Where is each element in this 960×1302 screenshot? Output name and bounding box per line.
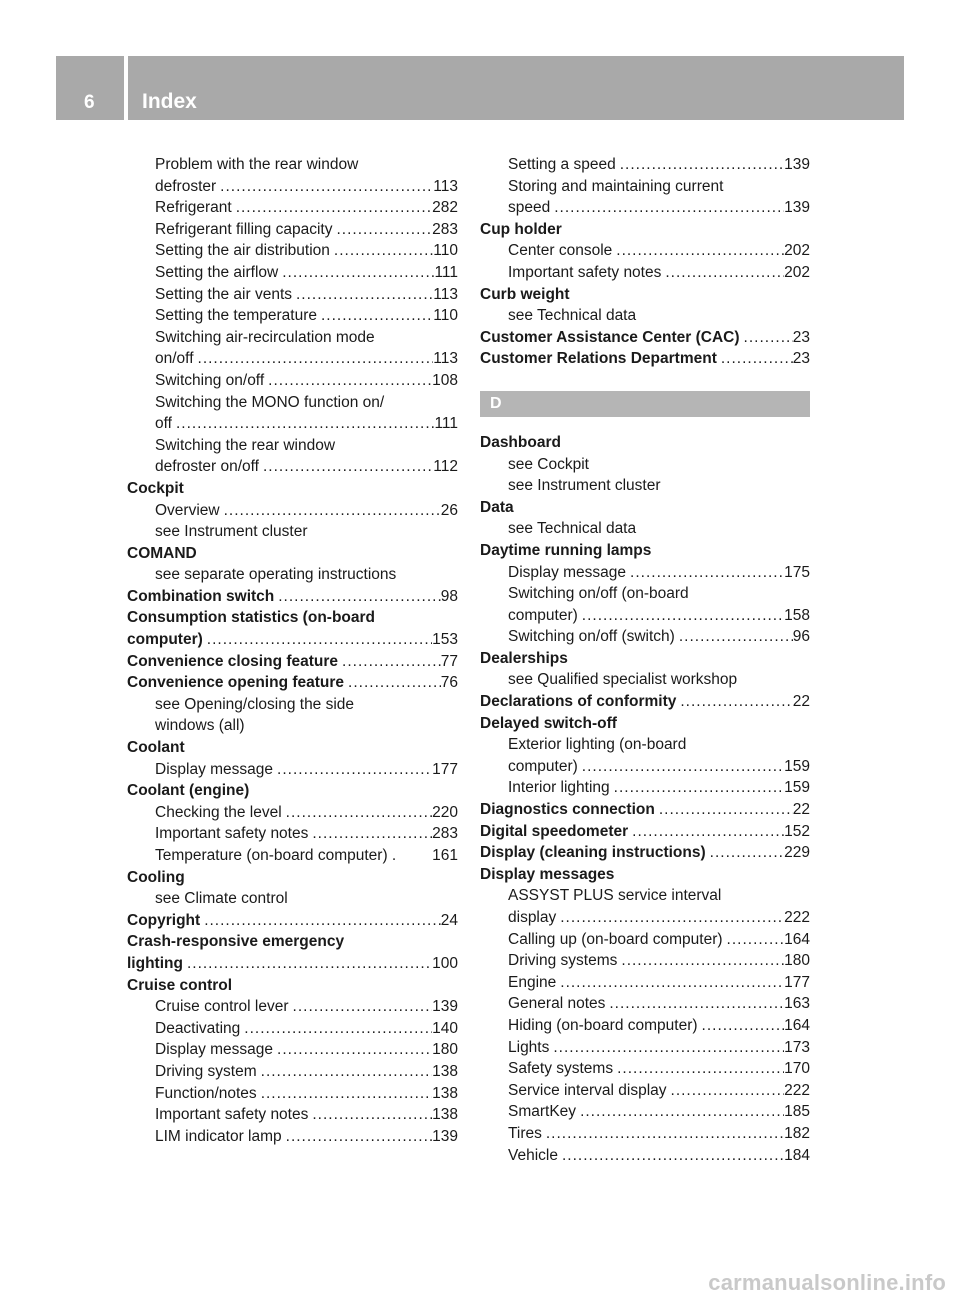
index-subentry xyxy=(127,845,458,867)
leader-dots xyxy=(332,219,432,241)
entry-text: Customer Assistance Center (CAC) xyxy=(480,328,740,346)
index-entry xyxy=(127,629,458,651)
index-entry xyxy=(127,478,458,500)
entry-text: COMAND xyxy=(127,544,197,562)
leader-dots xyxy=(344,672,441,694)
index-subentry xyxy=(480,475,810,497)
index-subentry xyxy=(127,715,458,737)
page-reference[interactable]: 23 xyxy=(792,350,810,368)
index-entry xyxy=(480,691,810,713)
page-reference[interactable]: 180 xyxy=(784,952,810,970)
leader-dots xyxy=(613,1058,784,1080)
entry-text: Cockpit xyxy=(127,479,184,497)
index-subentry xyxy=(480,950,810,972)
index-subentry xyxy=(127,694,458,716)
index-subentry xyxy=(127,348,458,370)
leader-dots xyxy=(278,262,434,284)
page-reference[interactable]: 113 xyxy=(433,177,458,195)
page-reference[interactable]: 22 xyxy=(792,693,810,711)
page-reference[interactable]: 283 xyxy=(432,825,458,843)
leader-dots xyxy=(717,348,793,370)
entry-text: Setting the airflow xyxy=(155,263,279,281)
entry-text: Important safety notes xyxy=(508,263,662,281)
index-subentry xyxy=(127,370,458,392)
page-reference[interactable]: 113 xyxy=(433,285,458,303)
page-reference[interactable]: 22 xyxy=(792,801,810,819)
entry-text: see Instrument cluster xyxy=(155,523,308,541)
entry-text: Checking the level xyxy=(155,803,282,821)
entry-text: ASSYST PLUS service interval xyxy=(508,887,722,905)
index-subentry xyxy=(127,435,458,457)
index-entry xyxy=(480,348,810,370)
leader-dots xyxy=(740,327,793,349)
header-divider xyxy=(124,56,128,120)
page-reference[interactable]: 222 xyxy=(784,909,810,926)
index-subentry xyxy=(127,305,458,327)
leader-dots xyxy=(676,691,792,713)
page-number: 6 xyxy=(84,92,95,113)
entry-text: Refrigerant filling capacity xyxy=(155,220,333,238)
entry-text: see Cockpit xyxy=(508,455,589,473)
leader-dots xyxy=(576,1101,784,1123)
index-subentry xyxy=(480,1080,810,1102)
index-subentry xyxy=(480,305,810,327)
entry-text: Display message xyxy=(155,760,274,778)
index-entry xyxy=(127,931,458,953)
entry-text: see Technical data xyxy=(508,307,637,325)
entry-text: speed xyxy=(508,199,551,217)
page-reference[interactable]: 152 xyxy=(784,822,810,840)
page-reference[interactable]: 164 xyxy=(784,930,810,948)
leader-dots xyxy=(273,1039,432,1061)
page-reference[interactable]: 26 xyxy=(440,501,458,519)
page-reference[interactable]: 100 xyxy=(432,954,458,972)
entry-text: Lights xyxy=(508,1038,550,1056)
leader-dots xyxy=(194,348,434,370)
index-subentry xyxy=(127,996,458,1018)
index-subentry xyxy=(480,929,810,951)
entry-text: Temperature (on-board computer) . xyxy=(155,847,397,864)
entry-text: Calling up (on-board computer) xyxy=(508,930,723,948)
index-subentry xyxy=(127,1039,458,1061)
entry-text: Switching on/off xyxy=(155,371,265,389)
leader-dots xyxy=(292,284,433,306)
page-reference[interactable]: 108 xyxy=(432,371,458,389)
index-subentry xyxy=(127,823,458,845)
entry-text: Display messages xyxy=(480,865,615,883)
page-reference[interactable]: 138 xyxy=(432,1062,458,1080)
entry-text: see Opening/closing the side xyxy=(155,695,355,713)
index-entry xyxy=(480,432,810,454)
leader-dots xyxy=(550,197,784,219)
entry-text: Curb weight xyxy=(480,285,570,303)
index-subentry xyxy=(480,1145,810,1167)
leader-dots xyxy=(317,305,433,327)
entry-text: Dashboard xyxy=(480,433,561,451)
page-reference[interactable]: 159 xyxy=(784,757,810,775)
page-reference[interactable]: 138 xyxy=(432,1084,458,1102)
entry-text: see Qualified specialist workshop xyxy=(508,671,738,689)
index-subentry xyxy=(127,1104,458,1126)
entry-text: Display message xyxy=(508,563,627,581)
leader-dots xyxy=(200,910,441,932)
entry-text: Convenience closing feature xyxy=(127,652,339,670)
leader-dots xyxy=(282,802,432,824)
index-entry xyxy=(480,497,810,519)
index-subentry xyxy=(480,993,810,1015)
index-entry xyxy=(480,842,810,864)
index-subentry xyxy=(127,413,458,435)
entry-text: LIM indicator lamp xyxy=(155,1127,282,1145)
leader-dots xyxy=(626,562,784,584)
page-reference[interactable]: 111 xyxy=(434,263,458,281)
page-reference[interactable]: 24 xyxy=(440,911,458,929)
index-subentry xyxy=(480,154,810,176)
page-reference[interactable]: 229 xyxy=(784,844,810,862)
entry-text: Digital speedometer xyxy=(480,822,629,840)
entry-text: see Instrument cluster xyxy=(508,477,661,495)
index-entry xyxy=(127,586,458,608)
entry-text: Service interval display xyxy=(508,1081,667,1099)
leader-dots xyxy=(542,1123,784,1145)
entry-text: Overview xyxy=(155,501,220,519)
entry-text: Vehicle xyxy=(508,1146,558,1164)
index-entry xyxy=(480,648,810,670)
entry-text: Deactivating xyxy=(155,1019,241,1037)
index-subentry xyxy=(127,197,458,219)
page-reference[interactable]: 282 xyxy=(432,199,458,217)
page-reference[interactable]: 110 xyxy=(433,307,458,325)
entry-text: Display message xyxy=(155,1041,274,1059)
index-subentry xyxy=(480,1123,810,1145)
index-subentry xyxy=(480,734,810,756)
page-reference[interactable]: 76 xyxy=(440,674,458,692)
index-entry xyxy=(480,327,810,349)
index-entry xyxy=(127,737,458,759)
page-reference[interactable]: 177 xyxy=(432,760,458,778)
entry-text: Engine xyxy=(508,973,557,991)
page-reference[interactable]: 202 xyxy=(784,242,810,260)
index-subentry xyxy=(480,262,810,284)
index-entry xyxy=(127,651,458,673)
leader-dots xyxy=(578,756,784,778)
entry-text: General notes xyxy=(508,995,606,1013)
index-subentry xyxy=(480,176,810,198)
leader-dots xyxy=(612,240,784,262)
page-reference[interactable]: 113 xyxy=(433,350,458,368)
entry-text: Important safety notes xyxy=(155,1106,309,1124)
entry-text: Exterior lighting (on-board xyxy=(508,736,687,754)
index-subentry xyxy=(480,583,810,605)
index-entry xyxy=(127,867,458,889)
leader-dots xyxy=(282,1126,432,1148)
entry-text: Daytime running lamps xyxy=(480,541,652,559)
index-subentry xyxy=(480,454,810,476)
index-subentry xyxy=(127,1061,458,1083)
page-reference[interactable]: 185 xyxy=(784,1103,810,1121)
index-subentry xyxy=(127,219,458,241)
index-subentry xyxy=(480,605,810,627)
index-entry xyxy=(127,975,458,997)
leader-dots xyxy=(661,262,784,284)
entry-text: Cup holder xyxy=(480,220,562,238)
entry-text: computer) xyxy=(508,606,578,624)
entry-text: Crash-responsive emergency xyxy=(127,933,345,951)
leader-dots xyxy=(220,500,441,522)
page-reference[interactable]: 139 xyxy=(432,1127,458,1145)
index-subentry xyxy=(127,456,458,478)
entry-text: Combination switch xyxy=(127,587,275,605)
watermark: carmanualsonline.info xyxy=(708,1270,946,1295)
entry-text: see Climate control xyxy=(155,890,288,908)
index-column-right xyxy=(480,154,810,1166)
entry-text: Safety systems xyxy=(508,1060,614,1078)
index-entry xyxy=(480,219,810,241)
entry-text: Switching the MONO function on/ xyxy=(155,393,385,411)
leader-dots xyxy=(308,823,432,845)
page-reference[interactable]: 96 xyxy=(792,628,810,646)
index-entry xyxy=(127,953,458,975)
entry-text: lighting xyxy=(127,954,183,972)
page-reference[interactable]: 220 xyxy=(432,803,458,821)
leader-dots xyxy=(257,1083,432,1105)
leader-dots xyxy=(330,240,433,262)
leader-dots xyxy=(289,996,433,1018)
page-reference[interactable]: 110 xyxy=(433,242,458,260)
page-reference[interactable]: 112 xyxy=(433,458,458,476)
leader-dots xyxy=(172,413,434,435)
page-reference[interactable]: 164 xyxy=(784,1016,810,1034)
entry-text: Setting the air distribution xyxy=(155,242,330,260)
entry-text: Switching on/off (on-board xyxy=(508,585,689,603)
index-entry xyxy=(127,910,458,932)
page-reference[interactable]: 180 xyxy=(432,1041,458,1059)
index-subentry xyxy=(480,626,810,648)
leader-dots xyxy=(706,842,784,864)
index-subentry xyxy=(127,240,458,262)
page-reference[interactable]: 77 xyxy=(440,652,458,670)
leader-dots xyxy=(257,1061,432,1083)
page-reference[interactable]: 139 xyxy=(784,199,810,217)
page-reference[interactable]: 170 xyxy=(784,1060,810,1078)
leader-dots xyxy=(698,1015,785,1037)
leader-dots xyxy=(675,626,793,648)
page-reference[interactable]: 23 xyxy=(792,328,810,346)
entry-text: Delayed switch-off xyxy=(480,714,617,732)
entry-text: Problem with the rear window xyxy=(155,156,359,173)
index-subentry xyxy=(127,1083,458,1105)
entry-text: Convenience opening feature xyxy=(127,674,345,692)
index-subentry xyxy=(480,972,810,994)
index-subentry xyxy=(480,240,810,262)
page-reference[interactable]: 98 xyxy=(440,587,458,605)
index-subentry xyxy=(480,1058,810,1080)
index-entry xyxy=(127,672,458,694)
page-reference[interactable]: 175 xyxy=(784,563,810,581)
page-reference[interactable]: 153 xyxy=(432,631,458,649)
entry-text: Center console xyxy=(508,242,613,260)
entry-text: Storing and maintaining current xyxy=(508,177,724,195)
leader-dots xyxy=(558,1145,784,1167)
leader-dots xyxy=(338,651,441,673)
entry-text: computer) xyxy=(127,631,203,649)
entry-text: Coolant xyxy=(127,739,185,757)
entry-text: windows (all) xyxy=(155,717,245,735)
index-subentry xyxy=(480,777,810,799)
leader-dots xyxy=(628,821,784,843)
entry-text: Consumption statistics (on-board xyxy=(127,609,375,627)
index-subentry xyxy=(127,262,458,284)
index-entry xyxy=(480,540,810,562)
page-reference[interactable]: 163 xyxy=(784,995,810,1013)
index-subentry xyxy=(127,392,458,414)
leader-dots xyxy=(578,605,784,627)
index-subentry xyxy=(480,1015,810,1037)
index-subentry xyxy=(480,669,810,691)
leader-dots xyxy=(556,972,784,994)
entry-text: Tires xyxy=(508,1124,542,1142)
entry-text: Switching on/off (switch) xyxy=(508,628,675,646)
index-subentry xyxy=(480,907,810,929)
leader-dots xyxy=(655,799,793,821)
entry-text: Data xyxy=(480,498,514,516)
index-subentry xyxy=(127,564,458,586)
index-subentry xyxy=(127,327,458,349)
page-reference[interactable]: 139 xyxy=(432,998,458,1016)
leader-dots xyxy=(259,456,433,478)
index-subentry xyxy=(480,1101,810,1123)
entry-text: defroster on/off xyxy=(155,458,259,476)
index-subentry xyxy=(127,176,458,198)
index-entry xyxy=(127,607,458,629)
index-entry xyxy=(480,864,810,886)
index-subentry xyxy=(480,756,810,778)
entry-text: Hiding (on-board computer) xyxy=(508,1016,698,1034)
page-reference[interactable]: 283 xyxy=(432,220,458,238)
entry-text: Driving systems xyxy=(508,952,618,970)
leader-dots xyxy=(610,777,784,799)
entry-text: Dealerships xyxy=(480,649,568,667)
entry-text: Switching air-recirculation mode xyxy=(155,328,375,346)
leader-dots xyxy=(667,1080,785,1102)
entry-text: Cooling xyxy=(127,868,185,886)
entry-text: Setting the air vents xyxy=(155,285,292,303)
entry-text: Coolant (engine) xyxy=(127,782,250,800)
leader-dots xyxy=(240,1018,432,1040)
leader-dots xyxy=(183,953,432,975)
page-reference[interactable]: 182 xyxy=(784,1124,810,1142)
leader-dots xyxy=(549,1037,784,1059)
index-entry xyxy=(480,713,810,735)
index-subentry xyxy=(127,802,458,824)
leader-dots xyxy=(264,370,432,392)
index-entry xyxy=(127,543,458,565)
leader-dots xyxy=(232,197,432,219)
index-entry xyxy=(480,284,810,306)
page-header xyxy=(56,56,904,120)
page-reference[interactable]: 177 xyxy=(784,973,810,991)
entry-text: see separate operating instructions xyxy=(155,566,397,584)
entry-text: computer) xyxy=(508,757,578,775)
index-subentry xyxy=(127,284,458,306)
entry-text: defroster xyxy=(155,177,217,195)
entry-text: Cruise control lever xyxy=(155,998,289,1016)
entry-text: Diagnostics connection xyxy=(480,801,655,819)
index-subentry xyxy=(127,1018,458,1040)
entry-text: Cruise control xyxy=(127,976,233,994)
entry-text: SmartKey xyxy=(508,1103,577,1121)
entry-text: display xyxy=(508,909,557,926)
leader-dots xyxy=(616,154,784,176)
entry-text: Important safety notes xyxy=(155,825,309,843)
entry-text: Setting the temperature xyxy=(155,307,317,325)
index-entry xyxy=(480,821,810,843)
index-subentry xyxy=(480,1037,810,1059)
page-reference[interactable]: 159 xyxy=(784,779,810,797)
leader-dots xyxy=(273,759,432,781)
page-reference[interactable]: 111 xyxy=(434,415,458,433)
index-subentry xyxy=(127,521,458,543)
entry-text: Copyright xyxy=(127,911,201,929)
entry-text: Customer Relations Department xyxy=(480,350,717,368)
entry-text: Function/notes xyxy=(155,1084,257,1102)
page-reference[interactable]: 139 xyxy=(784,156,810,173)
index-subentry xyxy=(480,197,810,219)
page-reference[interactable]: 173 xyxy=(784,1038,810,1056)
page-reference[interactable]: 158 xyxy=(784,606,810,624)
entry-text: Switching the rear window xyxy=(155,436,336,454)
page-reference[interactable]: 138 xyxy=(432,1106,458,1124)
leader-dots xyxy=(308,1104,432,1126)
leader-dots xyxy=(556,907,784,929)
index-subentry xyxy=(480,562,810,584)
page-title: Index xyxy=(142,90,197,113)
entry-text: Driving system xyxy=(155,1062,257,1080)
index-subentry xyxy=(480,885,810,907)
leader-dots xyxy=(203,629,432,651)
index-subentry xyxy=(480,518,810,540)
entry-text: on/off xyxy=(155,350,194,368)
entry-text: Refrigerant xyxy=(155,199,232,217)
index-subentry xyxy=(127,1126,458,1148)
entry-text: Interior lighting xyxy=(508,779,610,797)
entry-text: Display (cleaning instructions) xyxy=(480,844,706,862)
page-reference[interactable]: 184 xyxy=(784,1146,810,1164)
leader-dots xyxy=(617,950,784,972)
index-subentry xyxy=(127,154,458,176)
page-reference[interactable]: 161 xyxy=(432,847,458,864)
index-entry xyxy=(127,780,458,802)
leader-dots xyxy=(216,176,433,198)
leader-dots xyxy=(274,586,441,608)
index-subentry xyxy=(127,759,458,781)
section-letter: D xyxy=(480,391,810,417)
entry-text: Declarations of conformity xyxy=(480,693,677,711)
page-reference[interactable]: 222 xyxy=(784,1081,810,1099)
index-subentry xyxy=(127,888,458,910)
page-reference[interactable]: 140 xyxy=(432,1019,458,1037)
entry-text: Setting a speed xyxy=(508,156,616,173)
index-subentry xyxy=(127,500,458,522)
index-column-left xyxy=(127,154,458,1147)
leader-dots xyxy=(605,993,784,1015)
entry-text: see Technical data xyxy=(508,520,637,538)
entry-text: off xyxy=(155,415,172,433)
index-entry xyxy=(480,799,810,821)
leader-dots xyxy=(723,929,785,951)
page-reference[interactable]: 202 xyxy=(784,263,810,281)
